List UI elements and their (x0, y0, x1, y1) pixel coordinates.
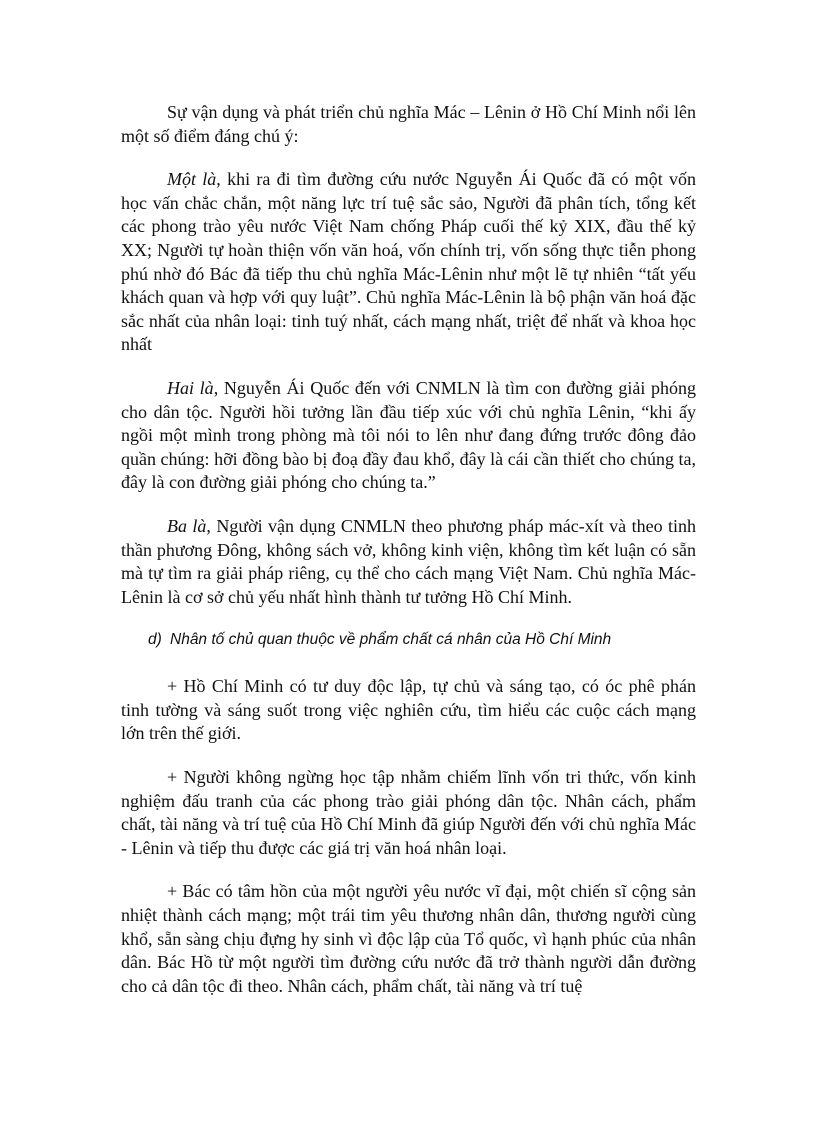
point-one-paragraph (121, 168, 696, 357)
bullet-paragraph-1: + Hồ Chí Minh có tư duy độc lập, tự chủ và sáng tạo, có óc phê phán tinh tường và sáng suốt trong việc nghiên cứu, tìm hiểu các cuộc cách mạng lớn trên thế giới. (121, 676, 696, 744)
section-d-heading (121, 629, 696, 651)
intro-paragraph: Sự vận dụng và phát triển chủ nghĩa Mác – Lênin ở Hồ Chí Minh nổi lên một số điểm đáng chú ý: (121, 102, 696, 146)
point-two-paragraph (121, 377, 696, 495)
section-d-title: Nhân tố chủ quan thuộc về phẩm chất cá nhân của Hồ Chí Minh (170, 631, 612, 649)
point-two-lead: Hai là (167, 377, 214, 398)
point-three-paragraph (121, 515, 696, 609)
point-one-lead: Một là (167, 169, 217, 190)
point-one-text: , khi ra đi tìm đường cứu nước Nguyễn Ái Quốc đã có một vốn học vấn chắc chắn, một năng lực trí tuệ sắc sảo, Người đã phân tích, tổng kết các phong trào yêu nước Việt Nam chống Pháp cuối thế kỷ XIX, đầu thế kỷ XX; Người tự hoàn thiện vốn văn hoá, vốn chính trị, vốn sống thực tiễn phong phú nhờ đó Bác đã tiếp thu chủ nghĩa Mác-Lênin như một lẽ tự nhiên “tất yếu khách quan và hợp với quy luật”. Chủ nghĩa Mác-Lênin là bộ phận văn hoá đặc sắc nhất của nhân loại: tinh tuý nhất, cách mạng nhất, triệt để nhất và khoa học nhất (121, 169, 696, 355)
point-three-lead: Ba là (167, 515, 207, 536)
section-d-marker: d) (148, 631, 162, 649)
point-two-text: , Nguyễn Ái Quốc đến với CNMLN là tìm con đường giải phóng cho dân tộc. Người hồi tưởng lần đầu tiếp xúc với chủ nghĩa Lênin, “khi ấy ngồi một mình trong phòng mà tôi nói to lên như đang đứng trước đông đảo quần chúng: hỡi đồng bào bị đoạ đầy đau khổ, đây là cái cần thiết cho chúng ta, đây là con đường giải phóng cho chúng ta.” (121, 377, 696, 493)
point-three-text: , Người vận dụng CNMLN theo phương pháp mác-xít và theo tinh thần phương Đông, không sách vở, không kinh viện, không tìm kết luận có sẵn mà tự tìm ra giải pháp riêng, cụ thể cho cách mạng Việt Nam. Chủ nghĩa Mác-Lênin là cơ sở chủ yếu nhất hình thành tư tưởng Hồ Chí Minh. (121, 515, 696, 607)
bullet-paragraph-2: + Người không ngừng học tập nhằm chiếm lĩnh vốn tri thức, vốn kinh nghiệm đấu tranh của các phong trào giải phóng dân tộc. Nhân cách, phẩm chất, tài năng và trí tuệ của Hồ Chí Minh đã giúp Người đến với chủ nghĩa Mác - Lênin và tiếp thu được các giá trị văn hoá nhân loại. (121, 767, 696, 858)
document-page (121, 101, 696, 998)
bullet-paragraph-3: + Bác có tâm hồn của một người yêu nước vĩ đại, một chiến sĩ cộng sản nhiệt thành cách mạng; một trái tim yêu thương nhân dân, thương người cùng khổ, sẵn sàng chịu đựng hy sinh vì độc lập của Tổ quốc, vì hạnh phúc của nhân dân. Bác Hồ từ một người tìm đường cứu nước đã trở thành người dẫn đường cho cả dân tộc đi theo. Nhân cách, phẩm chất, tài năng và trí tuệ (121, 881, 696, 996)
